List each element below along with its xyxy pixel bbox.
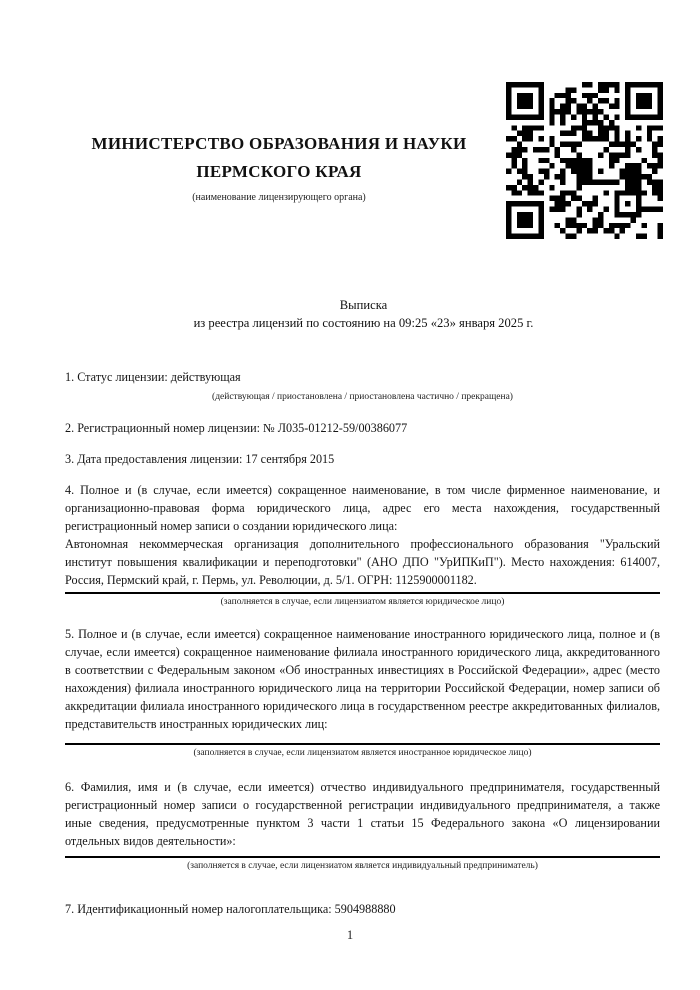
ministry-name [64,130,494,186]
entrepreneur-question: 6. Фамилия, имя и (в случае, если имеется) отчество индивидуального предпринимателя, государственный регистрационный номер записи о государственной регистрации индивидуального предпринимателя, а также иные сведения, предусмотренные пунктом 3 части 1 статьи 15 Федерального закона «О лицензировании отдельных видов деятельности»: [65,780,660,848]
legal-entity-question: 4. Полное и (в случае, если имеется) сокращенное наименование, в том числе фирменное наименование, и организационно-правовая форма юридического лица, адрес его места нахождения, государственный регистрационный номер записи о создании юридического лица: [65,483,660,533]
qr-code-image [506,82,663,239]
foreign-entity-question: 5. Полное и (в случае, если имеется) сокращенное наименование иностранного юридического лица, полное и (в случае, если имеется) сокращенное наименование филиала иностранного юридического лица, аккредитованного в соответствии с Федеральным законом «Об иностранных инвестициях в Российской Федерации», адрес (место нахождения) филиала иностранного юридического лица на территории Российской Федерации, номер записи об аккредитации филиала иностранного юридического лица в государственном реестре аккредитованных филиалов, представительств иностранных юридических лиц: [65,627,660,731]
page-number: 1 [346,928,354,942]
registration-number-text: 2. Регистрационный номер лицензии: № Л035-01212-59/00386077 [65,421,408,435]
item-foreign-entity [65,625,660,759]
item-registration-number [65,419,660,437]
entrepreneur-note: (заполняется в случае, если лицензиатом является индивидуальный предприниматель) [187,861,538,871]
licensing-authority-header [64,130,494,204]
item-individual-entrepreneur [65,778,660,872]
separator-line [65,743,660,745]
item-license-date [65,450,660,468]
separator-line [65,856,660,858]
item-taxpayer-number [65,900,660,918]
separator-line [65,592,660,594]
document-title-line1: Выписка [339,298,388,312]
legal-entity-answer: Автономная некоммерческая организация дополнительного профессионального образования "Уральский институт повышения квалификации и переподготовки" (АНО ДПО "УрИПКиП"). Место нахождения: 614007, Россия, Пермский край, г. Пермь, ул. Революции, д. 5/1. ОГРН: 1125900001182. [65,537,660,587]
ministry-caption: (наименование лицензирующего органа) [192,192,366,203]
legal-entity-note: (заполняется в случае, если лицензиатом является юридическое лицо) [220,597,505,607]
license-status-text: 1. Статус лицензии: действующая [65,370,241,384]
license-date-text: 3. Дата предоставления лицензии: 17 сентября 2015 [65,452,335,466]
qr-code [506,82,663,239]
item-license-status [65,368,660,403]
item-legal-entity [65,481,660,608]
taxpayer-number-text: 7. Идентификационный номер налогоплательщика: 5904988880 [65,902,396,916]
foreign-entity-note: (заполняется в случае, если лицензиатом является иностранное юридическое лицо) [193,748,532,758]
license-status-note: (действующая / приостановлена / приостановлена частично / прекращена) [212,392,513,402]
document-title [65,297,662,332]
ministry-name-line1: МИНИСТЕРСТВО ОБРАЗОВАНИЯ И НАУКИ [91,134,467,153]
ministry-name-line2: ПЕРМСКОГО КРАЯ [196,162,362,181]
document-title-line2: из реестра лицензий по состоянию на 09:25 «23» января 2025 г. [193,315,534,330]
